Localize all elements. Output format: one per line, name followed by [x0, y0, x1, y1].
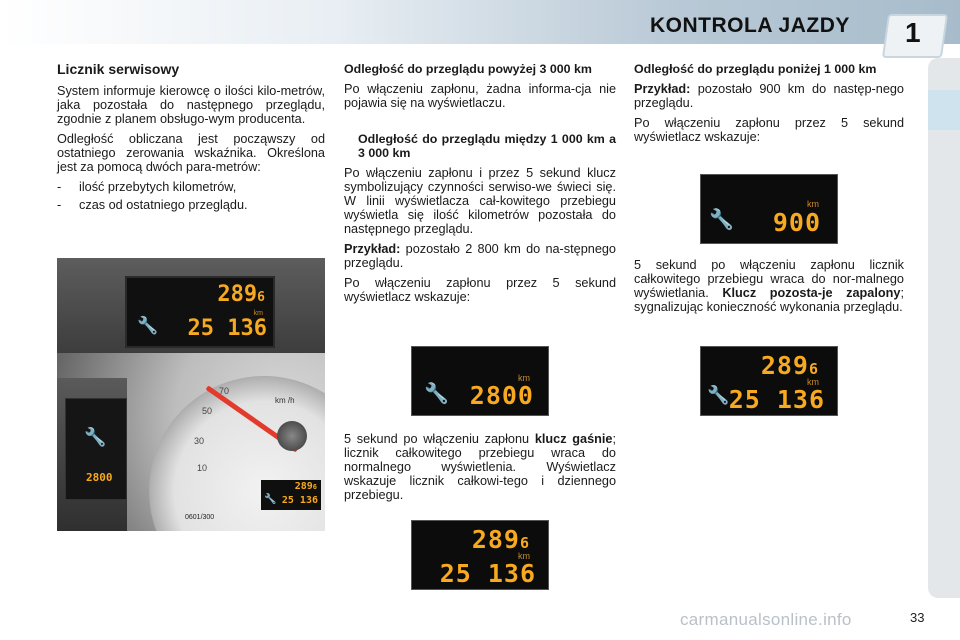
example-text: pozostało 2 800 km do na-stępnego przeglądu. [344, 242, 616, 270]
wrench-icon: 🔧 [424, 383, 449, 405]
display-2800 [411, 346, 549, 416]
side-rail [928, 58, 960, 598]
heading-above-3000: Odległość do przeglądu powyżej 3 000 km [344, 62, 592, 76]
watermark: carmanualsonline.info [680, 610, 852, 629]
wrench-icon: 🔧 [707, 385, 730, 405]
odometer-value: 25 136 [728, 385, 825, 414]
trip-value: 2896 [471, 525, 530, 554]
gauge-tick-10: 10 [197, 463, 208, 473]
paragraph-example-2800 [344, 242, 616, 270]
trip-value: 2896 [294, 481, 317, 492]
text-emphasis: klucz gaśnie [534, 432, 613, 446]
heading-service-counter: Licznik serwisowy [57, 61, 180, 77]
text-segment: ; sygnalizując konieczność wykonania przeglądu. [634, 286, 904, 314]
odometer-value: 25 136 [439, 559, 536, 588]
column-middle-bottom [344, 432, 616, 508]
small-display [65, 398, 127, 500]
wrench-icon: 🔧 [137, 316, 159, 335]
display-value: 2800 [469, 381, 534, 410]
needle-hub [277, 421, 307, 451]
example-label: Przykład: [634, 82, 691, 96]
odometer-display [261, 480, 321, 510]
paragraph-key-stays-on [634, 258, 904, 314]
gauge-tick-30: 30 [194, 436, 205, 446]
paragraph-distance: Odległość obliczana jest począwszy od ostatniego zerowania wskaźnika. Określona jest za pomocą dwóch para-metrów: [57, 132, 325, 174]
paragraph-intro: System informuje kierowcę o ilości kilo-metrów, jaka pozostała do następnego przeglądu, zgodnie z planem obsługo-wym producenta. [57, 84, 325, 126]
paragraph-display-shows: Po włączeniu zapłonu przez 5 sekund wyświetlacz wskazuje: [344, 276, 616, 304]
trip-value: 2896 [217, 282, 265, 307]
km-unit: km [807, 199, 819, 209]
example-text: pozostało 900 km do następ-nego przeglądu. [634, 82, 904, 110]
km-unit: km [807, 377, 819, 387]
list-item-text: czas od ostatniego przeglądu. [79, 198, 248, 212]
small-display-value: 2800 [86, 471, 113, 484]
km-unit: km [253, 310, 263, 317]
side-tab-marker [928, 90, 960, 130]
speed-unit-label: km /h [275, 396, 295, 405]
dashboard-photo [57, 258, 325, 531]
wrench-icon: 🔧 [709, 209, 734, 231]
heading-between-1000-3000: Odległość do przeglądu między 1 000 km a 3 000 km [358, 132, 616, 160]
text-segment: ; licznik całkowitego przebiegu wraca do normalnego wyświetlenia. Wyświetlacz wskazuje licznik całkowi-tego i dziennego przebiegu. [344, 432, 616, 502]
display-900 [700, 174, 838, 244]
odometer-value: 25 136 [187, 316, 267, 341]
paragraph-after-5-seconds [344, 432, 616, 502]
heading-below-1000: Odległość do przeglądu poniżej 1 000 km [634, 62, 877, 76]
text-emphasis: Klucz pozosta-je zapalony [722, 286, 901, 300]
display-screen [125, 276, 275, 348]
bullet-dash: - [57, 180, 62, 194]
column-middle [344, 62, 616, 310]
paragraph-above-3000: Po włączeniu zapłonu, żadna informa-cja nie pojawia się na wyświetlaczu. [344, 82, 616, 110]
display-value: 900 [772, 208, 821, 237]
gauge-bottom-label: 0601/300 [185, 514, 215, 521]
list-item [57, 198, 325, 212]
display-odometer-wrench [700, 346, 838, 416]
section-title: KONTROLA JAZDY [650, 14, 850, 37]
example-label: Przykład: [344, 242, 401, 256]
wrench-icon: 🔧 [264, 494, 277, 505]
paragraph-between-1000-3000: Po włączeniu zapłonu i przez 5 sekund klucz symbolizujący czynności serwiso-we świeci się. W linii wyświetlacza cał-kowitego przebiegu wyświetla się ilość kilometrów pozostała do następnego przeglądu. [344, 166, 616, 236]
chapter-number: 1 [905, 17, 921, 48]
page-number: 33 [910, 610, 925, 625]
column-right [634, 62, 904, 150]
km-unit: km [518, 551, 530, 561]
trip-value: 2896 [760, 351, 819, 380]
text-segment: 5 sekund po włączeniu zapłonu [344, 432, 535, 446]
gauge-tick-70: 70 [219, 386, 230, 396]
bullet-dash: - [57, 198, 62, 212]
display-odometer [411, 520, 549, 590]
gauge-tick-50: 50 [202, 406, 213, 416]
column-left [57, 62, 325, 216]
odometer-value: 25 136 [281, 495, 318, 506]
text-segment: 5 sekund po włączeniu zapłonu licznik całkowitego przebiegu wraca do nor-malnego wyświetlania. [634, 258, 904, 300]
list-item [57, 180, 325, 194]
paragraph-example-900 [634, 82, 904, 110]
list-item-text: ilość przebytych kilometrów, [79, 180, 237, 194]
wrench-icon: 🔧 [84, 427, 107, 447]
paragraph-display-shows: Po włączeniu zapłonu przez 5 sekund wyświetlacz wskazuje: [634, 116, 904, 144]
column-right-bottom [634, 258, 904, 320]
km-unit: km [518, 373, 530, 383]
